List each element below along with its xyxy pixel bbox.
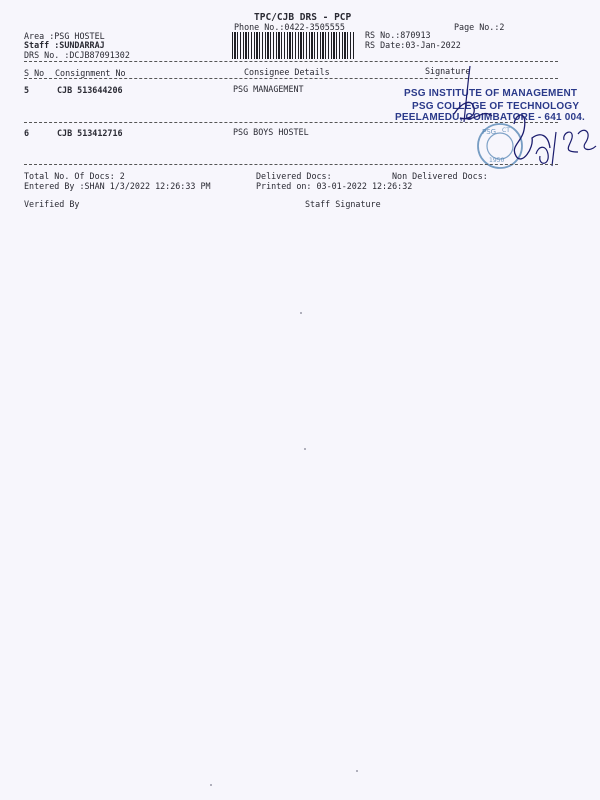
scan-speck [300,312,302,314]
svg-text:1950: 1950 [489,157,505,164]
table-row-sno: 6 [24,128,30,138]
page-number: Page No.:2 [454,22,505,32]
staff-signature-label: Staff Signature [305,199,381,209]
document-title: TPC/CJB DRS - PCP [254,12,352,23]
barcode-image [232,32,354,59]
column-consignee: Consignee Details [244,67,330,77]
verified-by-label: Verified By [24,199,80,209]
column-sno: S No [24,68,45,78]
phone-number: Phone No.:0422-3505555 [234,22,345,32]
non-delivered-docs: Non Delivered Docs: [392,171,488,181]
printed-on: Printed on: 03-01-2022 12:26:32 [256,181,413,191]
scan-speck [210,784,212,786]
svg-text:CT: CT [502,127,510,134]
column-signature: Signature [425,66,471,76]
scan-speck [304,448,306,450]
delivered-docs: Delivered Docs: [256,171,332,181]
table-row-consignment: CJB 513412716 [57,128,123,138]
drs-number: DRS No. :DCJB87091302 [24,50,130,60]
table-row-consignee: PSG BOYS HOSTEL [233,127,309,137]
stamp-line-college: PSG COLLEGE OF TECHNOLOGY [412,101,580,112]
entered-by: Entered By :SHAN 1/3/2022 12:26:33 PM [24,181,211,191]
stamp-line-address: PEELAMEDU, COIMBATORE - 641 004. [395,112,585,123]
table-row-consignment: CJB 513644206 [57,85,123,95]
scan-speck [356,770,358,772]
area-label: Area :PSG HOSTEL [24,31,105,41]
table-row-sno: 5 [24,85,30,95]
divider-footer [24,164,558,165]
staff-label: Staff :SUNDARRAJ [24,40,105,50]
stamp-line-institute: PSG INSTITUTE OF MANAGEMENT [404,88,578,99]
rs-date: RS Date:03-Jan-2022 [365,40,461,50]
rs-number: RS No.:870913 [365,30,431,40]
total-docs: Total No. Of Docs: 2 [24,171,125,181]
column-consignment: Consignment No [55,68,126,78]
svg-text:PSG: PSG [482,128,497,136]
table-row-consignee: PSG MANAGEMENT [233,84,304,94]
